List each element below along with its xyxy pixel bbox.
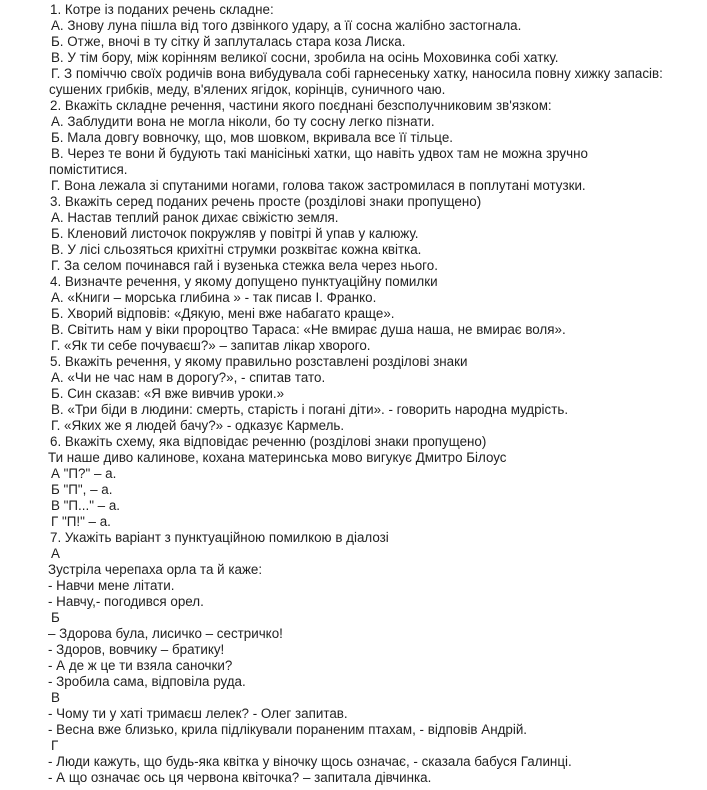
text-line: А: [51, 546, 60, 561]
text-line: - Навчи мене літати.: [48, 578, 175, 593]
text-line: Г. «Як ти себе почуваєш?» – запитав лікар хворого.: [51, 338, 371, 353]
text-line: - Чому ти у хаті тримаєш лелек? - Олег запитав.: [48, 706, 348, 721]
text-line: А. Заблудити вона не могла ніколи, бо ту сосну легко пізнати.: [51, 114, 435, 129]
text-line: - Люди кажуть, що будь-яка квітка у віночку щось означає, - сказала бабуся Галинці.: [48, 754, 572, 769]
text-line: А. «Книги – морська глибина » - так писав І. Франко.: [51, 290, 377, 305]
text-line: Зустріла черепаха орла та й каже:: [48, 562, 263, 577]
text-line: Г: [51, 738, 59, 753]
text-line: Г. За селом починався гай і вузенька стежка вела через нього.: [51, 258, 438, 273]
text-line: В: [51, 690, 60, 705]
text-line: - Весна вже близько, крила підлікували пораненим птахам, - відповів Андрій.: [48, 722, 528, 737]
text-line: В. «Три біди в людини: смерть, старість і погані діти». - говорить народна мудрість.: [51, 402, 569, 417]
text-line: Б. Син сказав: «Я вже вивчив уроки.»: [51, 386, 285, 401]
text-line: - Зробила сама, відповіла руда.: [48, 674, 246, 689]
text-line: В "П..." – а.: [51, 498, 120, 513]
text-line: Б. Мала довгу вовночку, що, мов шовком, вкривала все її тільце.: [51, 130, 453, 145]
text-line: Б. Отже, вночі в ту сітку й заплуталась стара коза Лиска.: [51, 34, 406, 49]
text-line: 2. Вкажіть складне речення, частини якого поєднані безсполучниковим зв'язком:: [50, 98, 552, 113]
text-line: поміститися.: [49, 162, 128, 177]
text-line: Б. Кленовий листочок покружляв у повітрі й упав у калюжу.: [51, 226, 419, 241]
text-line: 4. Визначте речення, у якому допущено пунктуаційну помилки: [50, 274, 438, 289]
text-line: 3. Вкажіть серед поданих речень просте (розділові знаки пропущено): [50, 194, 482, 209]
text-line: - Здоров, вовчику – братику!: [48, 642, 225, 657]
text-line: А. «Чи не час нам в дорогу?», - спитав тато.: [51, 370, 326, 385]
text-line: Г. «Яких же я людей бачу?» - одказує Кармель.: [51, 418, 345, 433]
text-line: - А що означає ось ця червона квіточка? – запитала дівчинка.: [48, 770, 432, 785]
text-line: Г. З поміччю своїх родичів вона вибудувала собі гарнесеньку хатку, наносила повну хижку запасів:: [51, 66, 663, 81]
text-line: 5. Вкажіть речення, у якому правильно розставлені розділові знаки: [50, 354, 468, 369]
text-line: сушених грибків, меду, в'ялених ягідок, корінців, суничного чаю.: [49, 82, 446, 97]
text-line: В. У тім бору, між корінням великої сосни, зробила на осінь Моховинка собі хатку.: [51, 50, 559, 65]
text-line: 7. Укажіть варіант з пунктуаційною помилкою в діалозі: [50, 530, 389, 545]
text-line: Б "П", – а.: [51, 482, 113, 497]
text-line: - А де ж це ти взяла саночки?: [48, 658, 233, 673]
text-line: - Навчу,- погодився орел.: [48, 594, 204, 609]
text-line: Г. Вона лежала зі спутаними ногами, голова також застромилася в поплутані мотузки.: [51, 178, 586, 193]
text-line: А. Настав теплий ранок дихає свіжістю земля.: [51, 210, 339, 225]
text-line: Б. Хворий відповів: «Дякую, мені вже набагато краще».: [51, 306, 395, 321]
text-line: 1. Котре із поданих речень складне:: [50, 2, 274, 17]
text-line: В. Через те вони й будують такі манісінькі хатки, що навіть удвох там не можна зручно: [51, 146, 588, 161]
text-line: А. Знову луна пішла від того дзвінкого удару, а її сосна жалібно застогнала.: [51, 18, 522, 33]
text-line: – Здорова була, лисичко – сестричко!: [48, 626, 283, 641]
text-line: Б: [51, 610, 60, 625]
text-line: В. У лісі сльозяться крихітні струмки розквітає кожна квітка.: [51, 242, 422, 257]
text-line: Г "П!" – а.: [51, 514, 111, 529]
text-line: В. Світить нам у віки пророцтво Тараса: «Не вмирає душа наша, не вмирає воля».: [51, 322, 566, 337]
text-line: Ти наше диво калинове, кохана материнська мово вигукує Дмитро Білоус: [48, 450, 507, 465]
text-line: А "П?" – а.: [51, 466, 117, 481]
text-line: 6. Вкажіть схему, яка відповідає реченню (розділові знаки пропущено): [50, 434, 487, 449]
